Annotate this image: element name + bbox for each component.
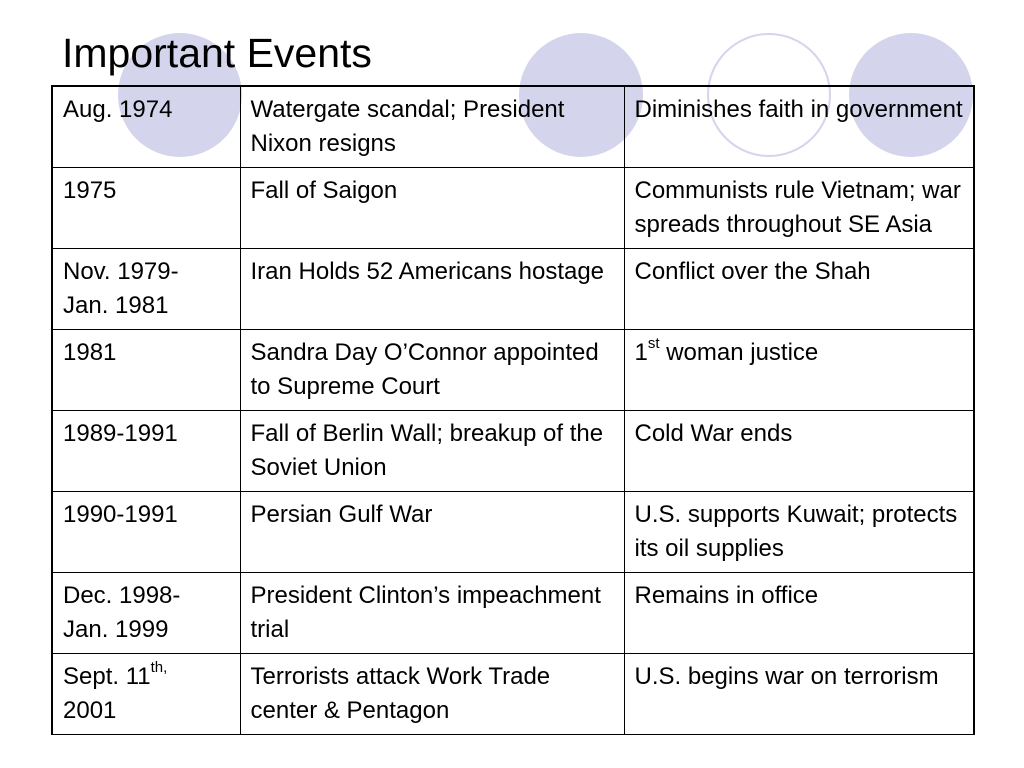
result-text: woman justice [659,339,819,366]
event-cell: Terrorists attack Work Trade center & Pentagon [240,654,624,735]
table-row [52,573,974,654]
events-table [51,85,975,735]
result-cell: Remains in office [624,573,974,654]
slide-title: Important Events [62,30,372,76]
table-row [52,330,974,411]
table-row [52,168,974,249]
table-row [52,411,974,492]
result-cell: U.S. begins war on terrorism [624,654,974,735]
date-cell: Nov. 1979- Jan. 1981 [52,249,240,330]
event-cell: Sandra Day O’Connor appointed to Supreme Court [240,330,624,411]
table-row [52,249,974,330]
result-cell: Conflict over the Shah [624,249,974,330]
date-cell: Aug. 1974 [52,86,240,168]
table-row [52,654,974,735]
event-cell: Iran Holds 52 Americans hostage [240,249,624,330]
table-row [52,492,974,573]
result-cell: Communists rule Vietnam; war spreads throughout SE Asia [624,168,974,249]
result-cell: Diminishes faith in government [624,86,974,168]
event-cell: President Clinton’s impeachment trial [240,573,624,654]
table-row [52,86,974,168]
event-cell: Watergate scandal; President Nixon resigns [240,86,624,168]
ordinal-suffix: st [647,335,660,352]
date-text: Sept. 11 [63,663,151,690]
ordinal-number: 1 [634,339,648,366]
result-cell: U.S. supports Kuwait; protects its oil supplies [624,492,974,573]
date-cell: 1990-1991 [52,492,240,573]
date-year: 2001 [63,697,117,724]
ordinal-suffix: th, [150,659,168,676]
date-cell: Dec. 1998- Jan. 1999 [52,573,240,654]
event-cell: Fall of Saigon [240,168,624,249]
date-cell [52,654,240,735]
date-cell: 1989-1991 [52,411,240,492]
date-cell: 1981 [52,330,240,411]
date-cell: 1975 [52,168,240,249]
result-cell [624,330,974,411]
event-cell: Fall of Berlin Wall; breakup of the Soviet Union [240,411,624,492]
event-cell: Persian Gulf War [240,492,624,573]
result-cell: Cold War ends [624,411,974,492]
